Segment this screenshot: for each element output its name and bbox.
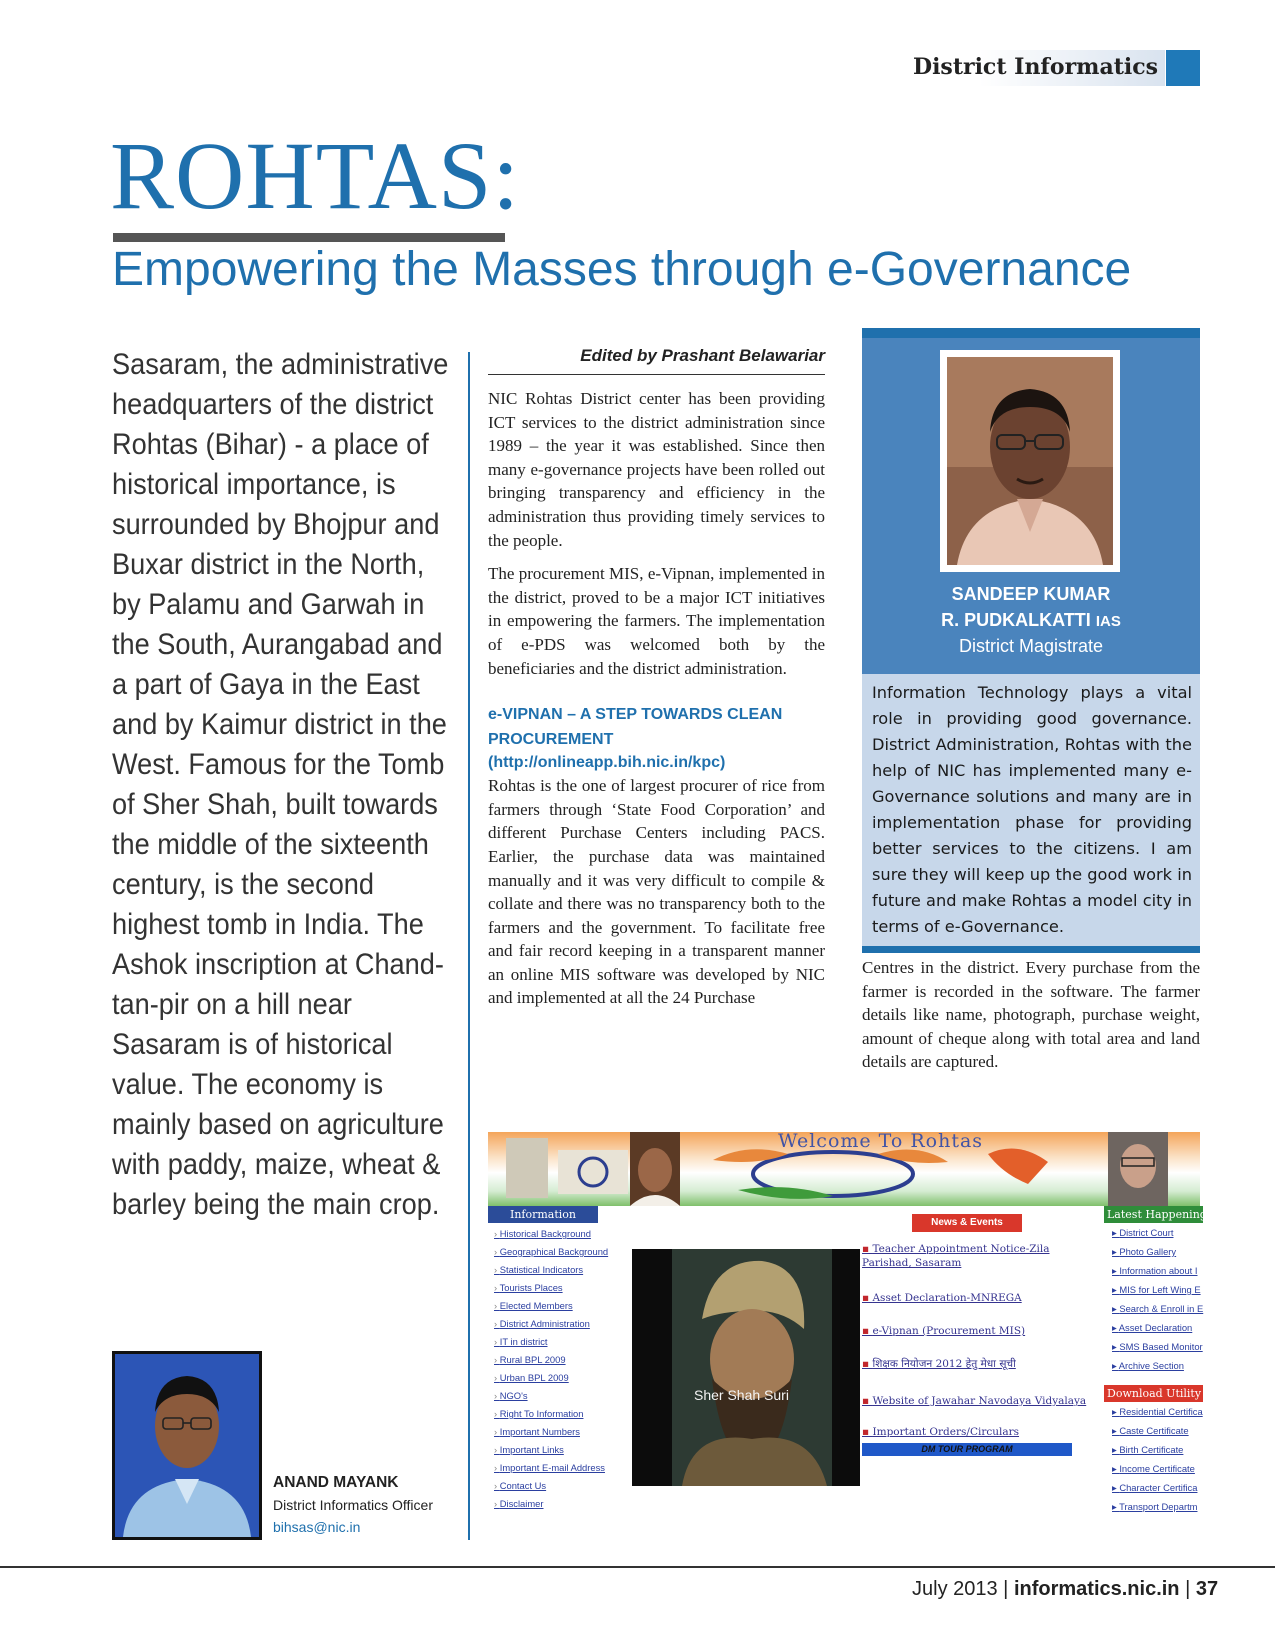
section-heading-line-1: e-VIPNAN – A STEP TOWARDS CLEAN — [488, 706, 783, 724]
title-rule — [113, 233, 505, 242]
info-link[interactable]: › IT in district — [488, 1333, 598, 1351]
middle-column — [488, 387, 825, 1020]
info-link[interactable]: › Disclaimer — [488, 1495, 598, 1513]
info-link[interactable]: › Rural BPL 2009 — [488, 1351, 598, 1369]
download-link[interactable]: ▸ Residential Certifica — [1104, 1402, 1200, 1421]
page-number: 37 — [1195, 1578, 1219, 1600]
news-item[interactable]: ▪ Asset Declaration-MNREGA — [862, 1291, 1092, 1305]
latest-link[interactable]: ▸ Asset Declaration — [1104, 1318, 1200, 1337]
magistrate-portrait-image — [947, 357, 1113, 565]
news-item[interactable]: ▪ Teacher Appointment Notice-Zila Parishad, Sasaram — [862, 1242, 1092, 1270]
latest-link[interactable]: ▸ District Court — [1104, 1223, 1200, 1242]
info-panel — [488, 1206, 609, 1513]
news-item[interactable]: ▪ e-Vipnan (Procurement MIS) — [862, 1324, 1092, 1338]
profile-suffix: IAS — [1095, 613, 1121, 630]
info-link[interactable]: › Elected Members — [488, 1297, 598, 1315]
profile-name-line-1: SANDEEP KUMAR — [951, 584, 1111, 604]
info-link[interactable]: › Important Links — [488, 1441, 598, 1459]
editor-credit: Edited by Prashant Belawariar — [488, 346, 825, 375]
author-role: District Informatics Officer — [273, 1497, 433, 1513]
article-subtitle: Empowering the Masses through e-Governance — [112, 243, 1132, 296]
info-link[interactable]: › Right To Information — [488, 1405, 598, 1423]
download-heading: Download Utility Fo — [1104, 1385, 1203, 1402]
info-link[interactable]: › Urban BPL 2009 — [488, 1369, 598, 1387]
footer-site[interactable]: informatics.nic.in — [1013, 1578, 1180, 1600]
info-link[interactable]: › Contact Us — [488, 1477, 598, 1495]
info-link[interactable]: › District Administration — [488, 1315, 598, 1333]
paragraph-3: Rohtas is the one of largest procurer of rice from farmers through ‘State Food Corporation’ and different Purchase Centers including PACS. Earlier, the purchase data was maintained manually and it was very difficult to compile & collate and there was no transparency both to the farmers and the government. To facilitate free and fair record keeping in a transparent manner an online MIS software was developed by NIC and implemented at all the 24 Purchase — [488, 776, 825, 1008]
news-heading: News & Events — [912, 1214, 1022, 1232]
news-item[interactable]: ▪ शिक्षक नियोजन 2012 हेतु मेधा सूची — [862, 1357, 1092, 1371]
latest-link[interactable]: ▸ Information about I — [1104, 1261, 1200, 1280]
banner-title: Welcome To Rohtas — [778, 1130, 984, 1152]
section-heading — [488, 702, 825, 774]
info-heading: Information — [488, 1206, 598, 1223]
profile-role: District Magistrate — [958, 636, 1104, 656]
author-portrait-image — [115, 1354, 259, 1537]
profile-name-line-2-text: R. PUDKALKATTI — [941, 610, 1091, 630]
paragraph-2: The procurement MIS, e-Vipnan, implemented in the district, proved to be a major ICT initiatives in empowering the farmers. The implementation of e-PDS was welcomed both by the beneficiaries and the district administration. — [488, 564, 825, 678]
download-link[interactable]: ▸ Character Certifica — [1104, 1478, 1200, 1497]
intro-text: Sasaram, the administrative headquarters of the district Rohtas (Bihar) - a place of historical importance, is surrounded by Bhojpur and Buxar district in the North, by Palamu and Garwah in the South, Aurangabad and a part of Gaya in the East and by Kaimur district in the West. Famous for the Tomb of Sher Shah, built towards the middle of the sixteenth century, is the second highest tomb in India. The Ashok inscription at Chand-tan-pir on a hill near Sasaram is of historical value. The economy is mainly based on agriculture with paddy, maize, wheat & barley being the main crop. — [112, 348, 449, 1221]
footer: July 2013 | informatics.nic.in | 37 — [912, 1578, 1219, 1600]
author-email[interactable]: bihsas@nic.in — [273, 1519, 361, 1535]
section-tag — [900, 50, 1200, 86]
info-link[interactable]: › Important Numbers — [488, 1423, 598, 1441]
info-links — [488, 1223, 609, 1513]
download-link[interactable]: ▸ Income Certificate — [1104, 1459, 1200, 1478]
quote-text: Information Technology plays a vital role in providing good governance. District Administration, Rohtas with the help of NIC has implemented many e-Governance solutions and many are in implementation phase for providing better services to the citizens. I am sure they will keep up the good work in future and make Rohtas a model city in terms of e-Governance. — [872, 683, 1192, 936]
download-link[interactable]: ▸ Caste Certificate — [1104, 1421, 1200, 1440]
sher-shah-image — [632, 1249, 860, 1486]
article-title: ROHTAS: — [110, 122, 521, 229]
latest-link[interactable]: ▸ SMS Based Monitor — [1104, 1337, 1200, 1356]
sher-shah-portrait — [632, 1249, 860, 1486]
info-link[interactable]: › NGO's — [488, 1387, 598, 1405]
profile-name-line-2 — [862, 610, 1200, 631]
latest-link[interactable]: ▸ Archive Section — [1104, 1356, 1200, 1375]
section-heading-line-2: PROCUREMENT — [488, 731, 614, 749]
latest-link[interactable]: ▸ MIS for Left Wing E — [1104, 1280, 1200, 1299]
author-photo-inner — [115, 1354, 259, 1537]
quote-box — [862, 674, 1200, 946]
image-caption: Sher Shah Suri — [694, 1387, 789, 1403]
website-banner — [488, 1132, 1200, 1206]
footer-rule — [0, 1566, 1275, 1568]
info-link[interactable]: › Tourists Places — [488, 1279, 598, 1297]
paragraph-3-continued: Centres in the district. Every purchase from the farmer is recorded in the software. The farmer details like name, photograph, purchase weight, amount of cheque along with total area and land details are captured. — [862, 958, 1200, 1072]
quote-bottom-bar — [862, 946, 1200, 953]
download-link[interactable]: ▸ Birth Certificate — [1104, 1440, 1200, 1459]
news-item[interactable]: ▪ Important Orders/Circulars — [862, 1425, 1092, 1439]
section-label: District Informatics — [913, 54, 1158, 80]
news-item[interactable]: ▪ Website of Jawahar Navodaya Vidyalaya — [862, 1394, 1092, 1408]
footer-date: July 2013 — [912, 1578, 998, 1600]
info-link[interactable]: › Geographical Background — [488, 1243, 598, 1261]
profile-photo — [947, 357, 1113, 565]
profile-topbar — [862, 328, 1200, 338]
dm-tour-bar[interactable]: DM TOUR PROGRAM — [862, 1443, 1072, 1456]
website-screenshot — [488, 1130, 1219, 1539]
latest-heading: Latest Happening — [1104, 1206, 1203, 1223]
paragraph-1: NIC Rohtas District center has been providing ICT services to the district administration since 1989 – the year it was established. Since then many e-governance projects have been rolled out bringing transparency and efficiency in the administration thus providing timely services to the people. — [488, 389, 825, 550]
author-photo — [112, 1351, 262, 1540]
author-name: ANAND MAYANK — [273, 1474, 399, 1491]
section-url[interactable]: (http://onlineapp.bih.nic.in/kpc) — [488, 754, 726, 772]
column-divider — [468, 352, 470, 1540]
latest-panel — [1104, 1206, 1219, 1516]
info-link[interactable]: › Important E-mail Address — [488, 1459, 598, 1477]
latest-link[interactable]: ▸ Search & Enroll in E — [1104, 1299, 1200, 1318]
download-link[interactable]: ▸ Transport Departm — [1104, 1497, 1200, 1516]
info-link[interactable]: › Statistical Indicators — [488, 1261, 598, 1279]
profile-photo-frame — [940, 350, 1120, 572]
profile-box — [862, 328, 1200, 674]
latest-link[interactable]: ▸ Photo Gallery — [1104, 1242, 1200, 1261]
section-tag-square — [1166, 50, 1200, 86]
info-link[interactable]: › Historical Background — [488, 1225, 598, 1243]
